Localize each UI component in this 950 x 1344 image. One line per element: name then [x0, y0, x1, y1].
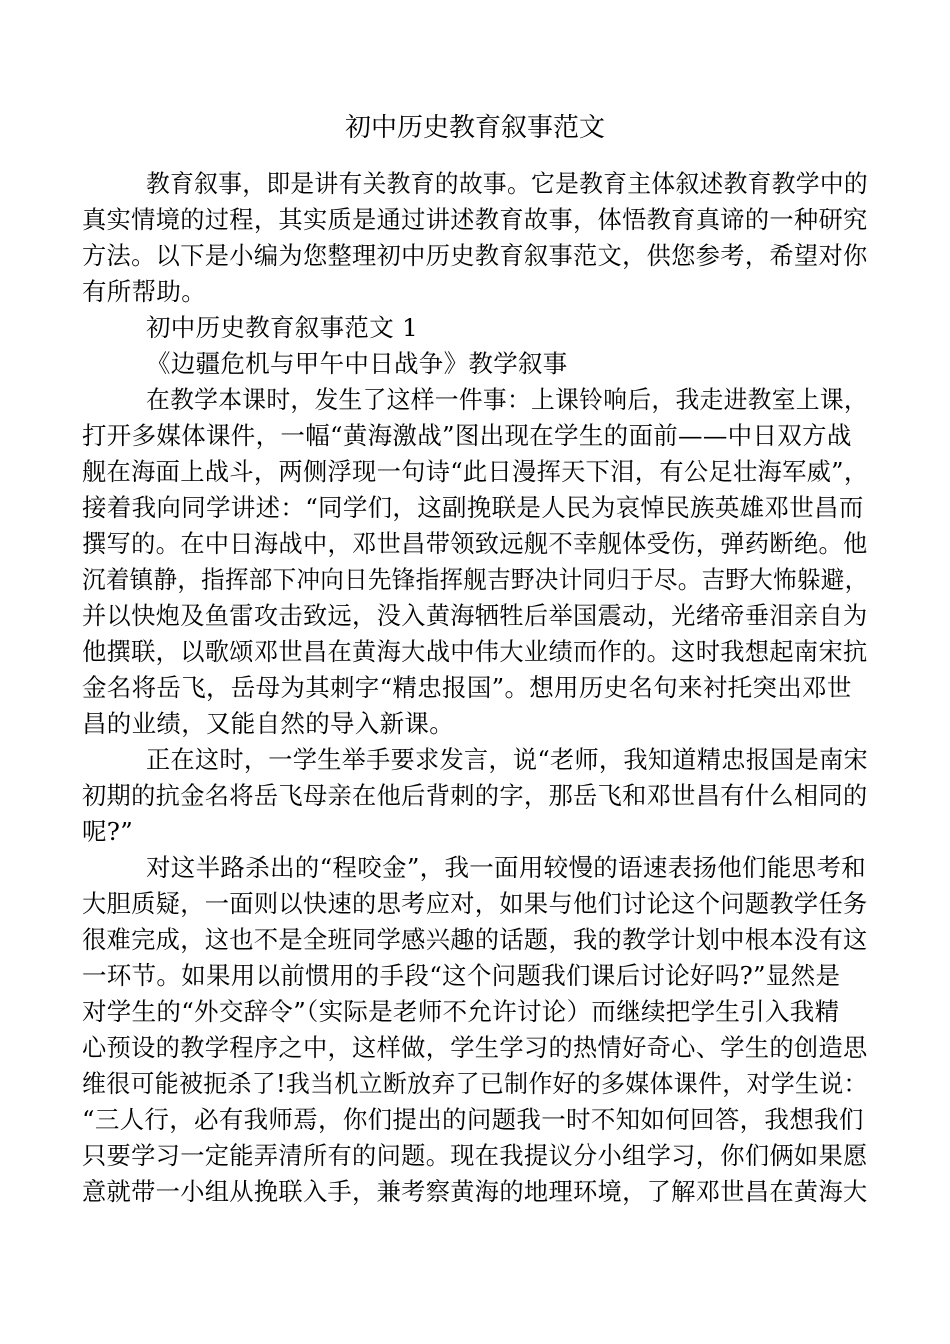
paragraph-line: “三人行，必有我师焉，你们提出的问题我一时不知如何回答，我想我们: [82, 1105, 864, 1134]
paragraph-line: 对学生的“外交辞令”（实际是老师不允许讨论）而继续把学生引入我精: [82, 997, 840, 1026]
paragraph-line: 昌的业绩，又能自然的导入新课。: [82, 709, 454, 738]
paragraph-line: 打开多媒体课件，一幅“黄海激战”图出现在学生的面前——中日双方战: [82, 421, 852, 450]
paragraph-line: 有所帮助。: [82, 277, 206, 306]
paragraph-line: 初期的抗金名将岳飞母亲在他后背刺的字，那岳飞和邓世昌有什么相同的: [82, 781, 868, 810]
paragraph-line: 舰在海面上战斗，两侧浮现一句诗“此日漫挥天下泪，有公足壮海军威”，: [82, 457, 869, 486]
paragraph-line: 意就带一小组从挽联入手，兼考察黄海的地理环境，了解邓世昌在黄海大: [82, 1177, 868, 1206]
paragraph-line: 并以快炮及鱼雷攻击致远，没入黄海牺牲后举国震动，光绪帝垂泪亲自为: [82, 601, 868, 630]
paragraph-line: 真实情境的过程，其实质是通过讲述教育故事，体悟教育真谛的一种研究: [82, 205, 868, 234]
section-subheading: 《边疆危机与甲午中日战争》教学叙事: [146, 349, 568, 378]
paragraph-line: 对这半路杀出的“程咬金”，我一面用较慢的语速表扬他们能思考和: [146, 853, 867, 882]
paragraph-line: 大胆质疑，一面则以快速的思考应对，如果与他们讨论这个问题教学任务: [82, 889, 868, 918]
paragraph-line: 心预设的教学程序之中，这样做，学生学习的热情好奇心、学生的创造思: [82, 1033, 868, 1062]
paragraph-line: 沉着镇静，指挥部下冲向日先锋指挥舰吉野决计同归于尽。吉野大怖躲避，: [82, 565, 869, 594]
document-title: 初中历史教育叙事范文: [344, 113, 605, 143]
paragraph-line: 维很可能被扼杀了!我当机立断放弃了已制作好的多媒体课件，对学生说：: [82, 1069, 868, 1098]
paragraph-line: 呢?”: [82, 817, 134, 846]
paragraph-line: 正在这时，一学生举手要求发言，说“老师，我知道精忠报国是南宋: [146, 745, 869, 774]
paragraph-line: 很难完成，这也不是全班同学感兴趣的话题，我的教学计划中根本没有这: [82, 925, 868, 954]
paragraph-line: 金名将岳飞，岳母为其刺字“精忠报国”。想用历史名句来衬托突出邓世: [82, 673, 852, 702]
paragraph-line: 一环节。如果用以前惯用的手段“这个问题我们课后讨论好吗?”显然是: [82, 961, 841, 990]
paragraph-line: 教育叙事，即是讲有关教育的故事。它是教育主体叙述教育教学中的: [146, 169, 868, 198]
paragraph-line: 接着我向同学讲述：“同学们，这副挽联是人民为哀悼民族英雄邓世昌而: [82, 493, 864, 522]
paragraph-line: 在教学本课时，发生了这样一件事：上课铃响后，我走进教室上课，: [146, 385, 868, 414]
section-heading: 初中历史教育叙事范文 1: [146, 313, 418, 342]
paragraph-line: 他撰联，以歌颂邓世昌在黄海大战中伟大业绩而作的。这时我想起南宋抗: [82, 637, 868, 666]
paragraph-line: 只要学习一定能弄清所有的问题。现在我提议分小组学习，你们俩如果愿: [82, 1141, 868, 1170]
paragraph-line: 撰写的。在中日海战中，邓世昌带领致远舰不幸舰体受伤，弹药断绝。他: [82, 529, 868, 558]
paragraph-line: 方法。以下是小编为您整理初中历史教育叙事范文，供您参考，希望对你: [82, 241, 868, 270]
